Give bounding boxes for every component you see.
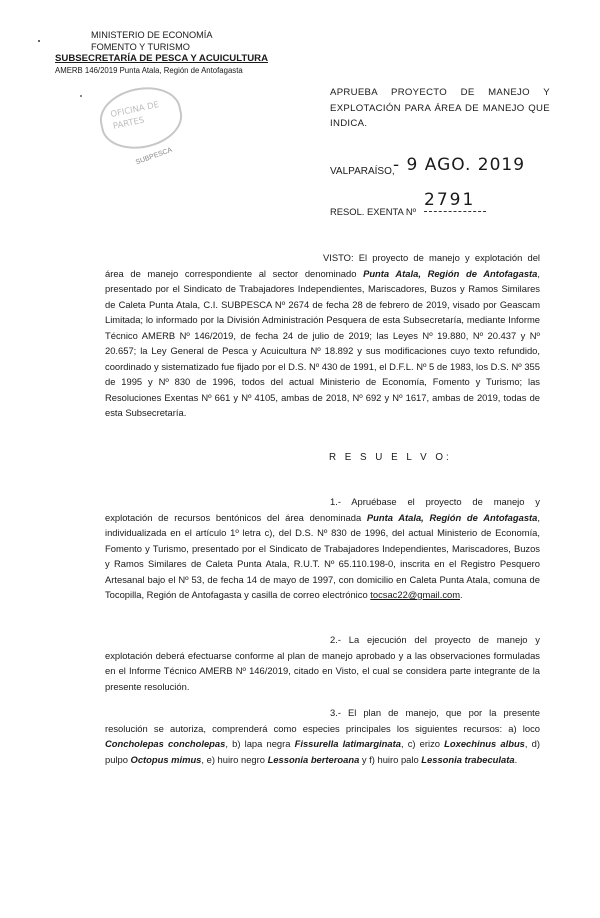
item3-lead: 3.- El plan de manejo, que por la presente resolución se autoriza, comprenderá como especies principales los siguientes recursos: a) loco	[105, 707, 540, 734]
amerb-reference: AMERB 146/2019 Punta Atala, Región de Antofagasta	[55, 65, 243, 75]
stamp-line2: PARTES	[112, 115, 146, 132]
item2-text: 2.- La ejecución del proyecto de manejo y explotación deberá efectuarse conforme al plan de manejo aprobado y a las observaciones formuladas en el Informe Técnico AMERB Nº 146/2019, citado en Visto, el cual se considera parte integrante de la presente resolución.	[105, 634, 540, 692]
item1-rest: , individualizada en el artículo 1º letra c), del D.S. Nº 830 de 1996, del actual Ministerio de Economía, Fomento y Turismo, presentado por el Sindicato de Trabajadores Independientes, Mariscadores, Buzos y Ramos Similares de Caleta Punta Atala, R.U.T. Nº 65.110.198-0, inscrita en el Registro Pesquero Artesanal bajo el Nº 53, de fecha 14 de mayo de 1997, con domicilio en Caleta Punta Atala, comuna de Tocopilla, Región de Antofagasta y casilla de correo electrónico	[105, 511, 540, 600]
item2-paragraph	[105, 632, 540, 694]
species-pulpo: Octopus mimus	[130, 753, 202, 765]
species-huiro-negro: Lessonia berteroana	[267, 753, 360, 765]
scan-speck	[80, 95, 82, 97]
resolution-label: RESOL. EXENTA Nº	[330, 206, 417, 217]
item1-lead: 1.- Apruébase el proyecto de manejo y explotación de recursos bentónicos del área denominada	[105, 496, 540, 523]
ministry-line2: FOMENTO Y TURISMO	[91, 41, 190, 52]
species-erizo: Loxechinus albus	[444, 738, 525, 749]
date-stamp: - 9 AGO. 2019	[393, 155, 526, 175]
species-huiro-palo: Lessonia trabeculata	[421, 753, 515, 765]
resolution-number-line	[424, 211, 486, 212]
visto-lead: VISTO:	[323, 252, 354, 263]
stamp-line1: OFICINA DE	[109, 100, 161, 121]
resuelvo-heading: R E S U E L V O:	[329, 452, 452, 463]
item1-sector: Punta Atala, Región de Antofagasta	[366, 511, 538, 523]
item1-end: .	[460, 589, 463, 600]
species-loco: Concholepas concholepas	[105, 738, 226, 749]
letterhead	[55, 30, 269, 76]
visto-paragraph	[105, 250, 540, 421]
item3-text: .	[514, 753, 518, 765]
item1-paragraph	[105, 494, 540, 603]
visto-text: El proyecto de manejo y explotación del área de manejo correspondiente al sector denominado	[105, 252, 540, 279]
resolution-subject: APRUEBA PROYECTO DE MANEJO Y EXPLOTACIÓN PARA ÁREA DE MANEJO QUE INDICA.	[330, 87, 550, 129]
item3-text: y f) huiro palo	[359, 753, 422, 765]
item3-text: , d) pulpo	[105, 738, 541, 765]
scan-speck	[38, 40, 40, 42]
subsecretaria-name: SUBSECRETARÍA DE PESCA Y ACUICULTURA	[55, 53, 269, 64]
resolution-number: 2791	[424, 190, 476, 210]
item3-text: , b) lapa negra	[225, 738, 295, 749]
item3-text: , e) huiro negro	[201, 753, 268, 765]
place-label: VALPARAÍSO,	[330, 166, 395, 177]
visto-sector: Punta Atala, Región de Antofagasta	[363, 267, 538, 279]
item3-paragraph	[105, 705, 540, 767]
item3-text: , c) erizo	[400, 738, 445, 749]
species-lapa: Fissurella latimarginata	[294, 738, 401, 749]
stamp-tail-text: SUBPESCA	[134, 146, 174, 167]
email-link[interactable]: tocsac22@gmail.com	[370, 589, 461, 600]
ministry-line1: MINISTERIO DE ECONOMÍA	[91, 30, 213, 40]
visto-rest: , presentado por el Sindicato de Trabajadores Independientes, Mariscadores, Buzos y Ramos Similares de Caleta Punta Atala, C.I. SUBPESCA Nº 2674 de fecha 28 de febrero de 2019, visado por Geascam Limitada; lo informado por la División Administración Pesquera de esta Subsecretaría, mediante Informe Técnico AMERB Nº 146/2019, de fecha 24 de julio de 2019; las Leyes Nº 19.880, Nº 20.437 y Nº 20.657; la Ley General de Pesca y Acuicultura Nº 18.892 y sus modificaciones cuyo texto refundido, coordinado y sistematizado fue fijado por el D.S. Nº 430 de 1991, el D.F.L. Nº 5 de 1983, los D.S. Nº 355 de 1995 y Nº 830 de 1996, todos del actual Ministerio de Economía, Fomento y Turismo; las Resoluciones Exentas Nº 661 y Nº 4105, ambas de 2018, Nº 692 y Nº 1617, ambas de 2019, todas de esta Subsecretaría.	[105, 267, 540, 418]
